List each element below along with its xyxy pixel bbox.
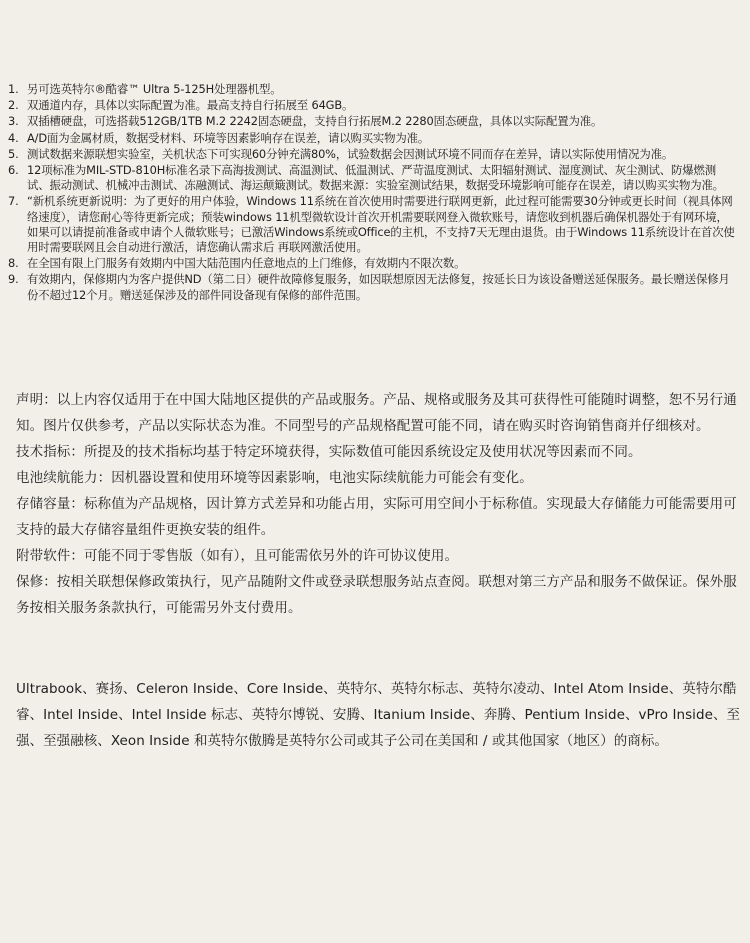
footnote-number: 1. xyxy=(8,82,19,96)
footnote-item xyxy=(8,256,735,271)
footnote-number: 3. xyxy=(8,114,19,129)
footnote-number: 5. xyxy=(8,146,19,161)
footnote-item xyxy=(8,82,735,97)
footnote-text: 测试数据来源联想实验室，关机状态下可实现60分钟充满80%，试验数据会因测试环境不同而存在差异，请以实际使用情况为准。 xyxy=(27,146,674,161)
footnote-item xyxy=(8,131,735,146)
footnote-item xyxy=(8,272,735,302)
footnote-number: 8. xyxy=(8,256,19,271)
footnote-item xyxy=(8,194,735,255)
footnote-item xyxy=(8,147,735,162)
footnote-text: A/D面为金属材质，数据受材料、环境等因素影响存在误差，请以购买实物为准。 xyxy=(27,130,430,145)
footnote-text: 另可选英特尔®酷睿™ Ultra 5-125H处理器机型。 xyxy=(27,82,282,96)
disclaimer-bundled-software: 附带软件：可能不同于零售版（如有），且可能需依另外的许可协议使用。 xyxy=(16,548,459,564)
footnote-text: “新机系统更新说明：为了更好的用户体验，Windows 11系统在首次使用时需要进行联网更新，此过程可能需要30分钟或更长时间（视具体网络速度），请您耐心等待更新完成；预装windows 11机型微软设计首次开机需要联网登入微软账号，请您收到机器后确保机器处于有网环境，如果可以请提前准备或申请个人微软账号；已激活Windows系统或Office的主机，不支持7天无理由退货。由于Windows 11系统设计在首次使用时需要联网且会自动进行激活，请您确认需求后 再联网激活使用。 xyxy=(27,194,735,255)
footnote-number: 4. xyxy=(8,130,19,145)
disclaimer-battery-life: 电池续航能力：因机器设置和使用环境等因素影响，电池实际续航能力可能会有变化。 xyxy=(16,470,533,486)
footnote-number: 2. xyxy=(8,98,19,113)
footnote-item xyxy=(8,98,735,113)
footnote-number: 6. xyxy=(8,163,19,178)
footnote-text: 在全国有限上门服务有效期内中国大陆范围内任意地点的上门维修，有效期内不限次数。 xyxy=(27,256,466,271)
footnote-text: 有效期内，保修期内为客户提供ND（第二日）硬件故障修复服务，如因联想原因无法修复，按延长日为该设备赠送延保服务。最长赠送保修月份不超过12个月。赠送延保涉及的部件同设备现有保修的部件范围。 xyxy=(27,272,730,302)
footnote-text: 双插槽硬盘，可选搭载512GB/1TB M.2 2242固态硬盘，支持自行拓展M.2 2280固态硬盘，具体以实际配置为准。 xyxy=(27,114,603,129)
footnote-item xyxy=(8,114,735,129)
footnote-number: 9. xyxy=(8,272,19,287)
footnote-item xyxy=(8,163,735,193)
disclaimer-technical-specs: 技术指标：所提及的技术指标均基于特定环境获得，实际数值可能因系统设定及使用状况等因素而不同。 xyxy=(16,444,642,460)
disclaimer-storage-capacity: 存储容量：标称值为产品规格，因计算方式差异和功能占用，实际可用空间小于标称值。实现最大存储能力可能需要用可支持的最大存储容量组件更换安装的组件。 xyxy=(16,496,737,538)
footnote-list xyxy=(8,82,735,304)
trademark-notice: Ultrabook、赛扬、Celeron Inside、Core Inside、英特尔、英特尔标志、英特尔凌动、Intel Atom Inside、英特尔酷睿、Intel Inside、Intel Inside 标志、英特尔博锐、安腾、Itanium Inside、奔腾、Pentium Inside、vPro Inside、至强、至强融核、Xeon Inside 和英特尔傲腾是英特尔公司或其子公司在美国和 / 或其他国家（地区）的商标。 xyxy=(16,681,741,749)
disclaimer-statement: 声明：以上内容仅适用于在中国大陆地区提供的产品或服务。产品、规格或服务及其可获得性可能随时调整，恕不另行通知。图片仅供参考，产品以实际状态为准。不同型号的产品规格配置可能不同，请在购买时咨询销售商并仔细核对。 xyxy=(16,392,737,434)
disclaimer-warranty: 保修：按相关联想保修政策执行，见产品随附文件或登录联想服务站点查阅。联想对第三方产品和服务不做保证。保外服务按相关服务条款执行，可能需另外支付费用。 xyxy=(16,574,737,616)
disclaimer-section xyxy=(16,387,746,621)
footnote-text: 12项标准为MIL-STD-810H标准名录下高海拔测试、高温测试、低温测试、严苛温度测试、太阳辐射测试、湿度测试、灰尘测试、防爆燃测试、振动测试、机械冲击测试、冻融测试、海运颠簸测试。数据来源：实验室测试结果，数据受环境影响可能存在误差，请以购买实物为准。 xyxy=(27,163,724,193)
footnote-text: 双通道内存，具体以实际配置为准。最高支持自行拓展至 64GB。 xyxy=(27,98,354,113)
footnote-number: 7. xyxy=(8,194,19,209)
